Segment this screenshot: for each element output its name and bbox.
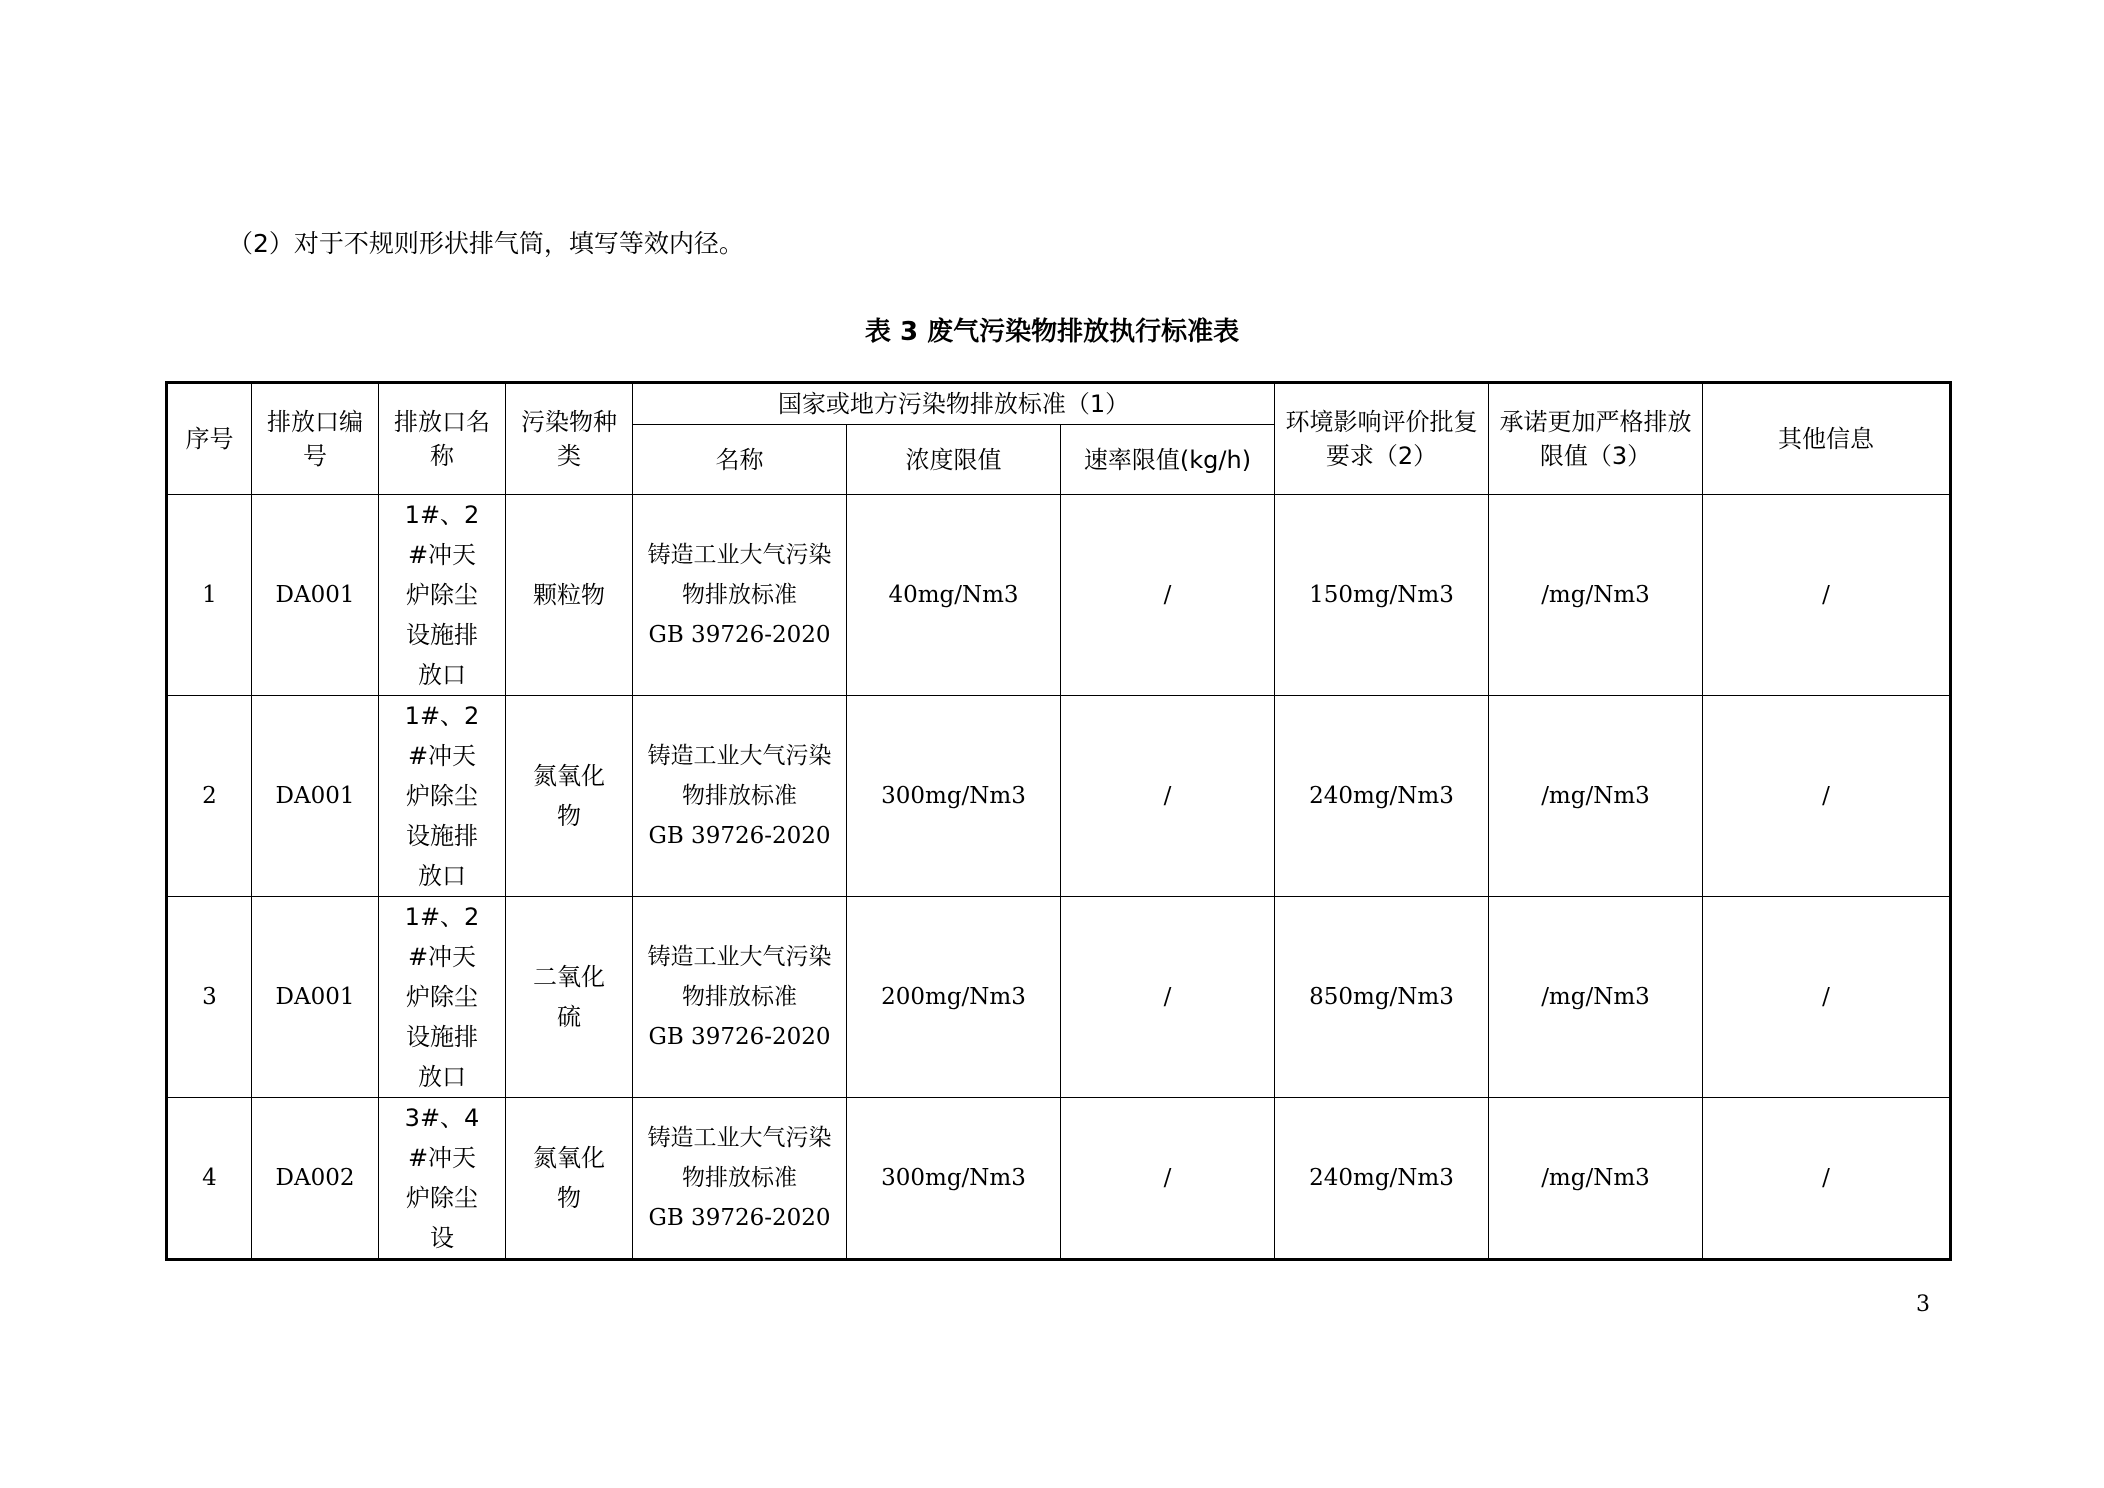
cell-eia: 850mg/Nm3 xyxy=(1275,897,1489,1098)
cell-rate: / xyxy=(1061,495,1275,696)
cell-other: / xyxy=(1703,696,1951,897)
cell-code: DA002 xyxy=(252,1098,379,1260)
standard-code: GB 39726-2020 xyxy=(648,622,831,648)
header-other: 其他信息 xyxy=(1703,383,1951,495)
cell-seq: 2 xyxy=(167,696,252,897)
cell-standard xyxy=(633,495,847,696)
cell-pollutant: 氮氧化物 xyxy=(506,696,633,897)
standard-name: 铸造工业大气污染物排放标准 xyxy=(647,743,832,809)
cell-seq: 1 xyxy=(167,495,252,696)
cell-eia: 240mg/Nm3 xyxy=(1275,696,1489,897)
cell-standard xyxy=(633,897,847,1098)
table-title: 表 3 废气污染物排放执行标准表 xyxy=(864,317,1240,347)
cell-pollutant: 颗粒物 xyxy=(506,495,633,696)
cell-commitment: /mg/Nm3 xyxy=(1489,696,1703,897)
cell-commitment: /mg/Nm3 xyxy=(1489,495,1703,696)
header-eia: 环境影响评价批复要求（2） xyxy=(1275,383,1489,495)
table-row xyxy=(167,897,1951,1098)
footnote-text: （2）对于不规则形状排气筒，填写等效内径。 xyxy=(228,229,744,258)
header-seq: 序号 xyxy=(167,383,252,495)
emission-standards-table xyxy=(165,381,1952,1261)
standard-code: GB 39726-2020 xyxy=(648,823,831,849)
cell-outlet-name: 1#、2#冲天炉除尘设施排放口 xyxy=(379,696,506,897)
table-row xyxy=(167,696,1951,897)
cell-pollutant: 氮氧化物 xyxy=(506,1098,633,1260)
cell-code: DA001 xyxy=(252,897,379,1098)
header-rate: 速率限值(kg/h) xyxy=(1061,425,1275,495)
cell-seq: 3 xyxy=(167,897,252,1098)
standard-code: GB 39726-2020 xyxy=(648,1024,831,1050)
header-pollutant: 污染物种类 xyxy=(506,383,633,495)
cell-concentration: 300mg/Nm3 xyxy=(847,1098,1061,1260)
cell-standard xyxy=(633,696,847,897)
cell-other: / xyxy=(1703,897,1951,1098)
standard-name: 铸造工业大气污染物排放标准 xyxy=(647,944,832,1010)
cell-outlet-name: 1#、2#冲天炉除尘设施排放口 xyxy=(379,897,506,1098)
standard-name: 铸造工业大气污染物排放标准 xyxy=(647,542,832,608)
cell-other: / xyxy=(1703,495,1951,696)
header-national-standard: 国家或地方污染物排放标准（1） xyxy=(633,383,1275,425)
cell-standard xyxy=(633,1098,847,1260)
header-std-name: 名称 xyxy=(633,425,847,495)
cell-eia: 150mg/Nm3 xyxy=(1275,495,1489,696)
header-outlet-code: 排放口编号 xyxy=(252,383,379,495)
cell-commitment: /mg/Nm3 xyxy=(1489,897,1703,1098)
cell-rate: / xyxy=(1061,897,1275,1098)
standard-name: 铸造工业大气污染物排放标准 xyxy=(647,1125,832,1191)
header-commitment: 承诺更加严格排放限值（3） xyxy=(1489,383,1703,495)
cell-rate: / xyxy=(1061,1098,1275,1260)
table-row xyxy=(167,495,1951,696)
header-outlet-name: 排放口名称 xyxy=(379,383,506,495)
standard-code: GB 39726-2020 xyxy=(648,1205,831,1231)
cell-outlet-name: 3#、4#冲天炉除尘设 xyxy=(379,1098,506,1260)
cell-commitment: /mg/Nm3 xyxy=(1489,1098,1703,1260)
cell-other: / xyxy=(1703,1098,1951,1260)
cell-code: DA001 xyxy=(252,696,379,897)
header-concentration: 浓度限值 xyxy=(847,425,1061,495)
table-row xyxy=(167,1098,1951,1260)
cell-concentration: 40mg/Nm3 xyxy=(847,495,1061,696)
page-number: 3 xyxy=(1916,1292,1930,1317)
cell-rate: / xyxy=(1061,696,1275,897)
cell-concentration: 200mg/Nm3 xyxy=(847,897,1061,1098)
cell-pollutant: 二氧化硫 xyxy=(506,897,633,1098)
cell-code: DA001 xyxy=(252,495,379,696)
cell-eia: 240mg/Nm3 xyxy=(1275,1098,1489,1260)
cell-concentration: 300mg/Nm3 xyxy=(847,696,1061,897)
cell-outlet-name: 1#、2#冲天炉除尘设施排放口 xyxy=(379,495,506,696)
cell-seq: 4 xyxy=(167,1098,252,1260)
